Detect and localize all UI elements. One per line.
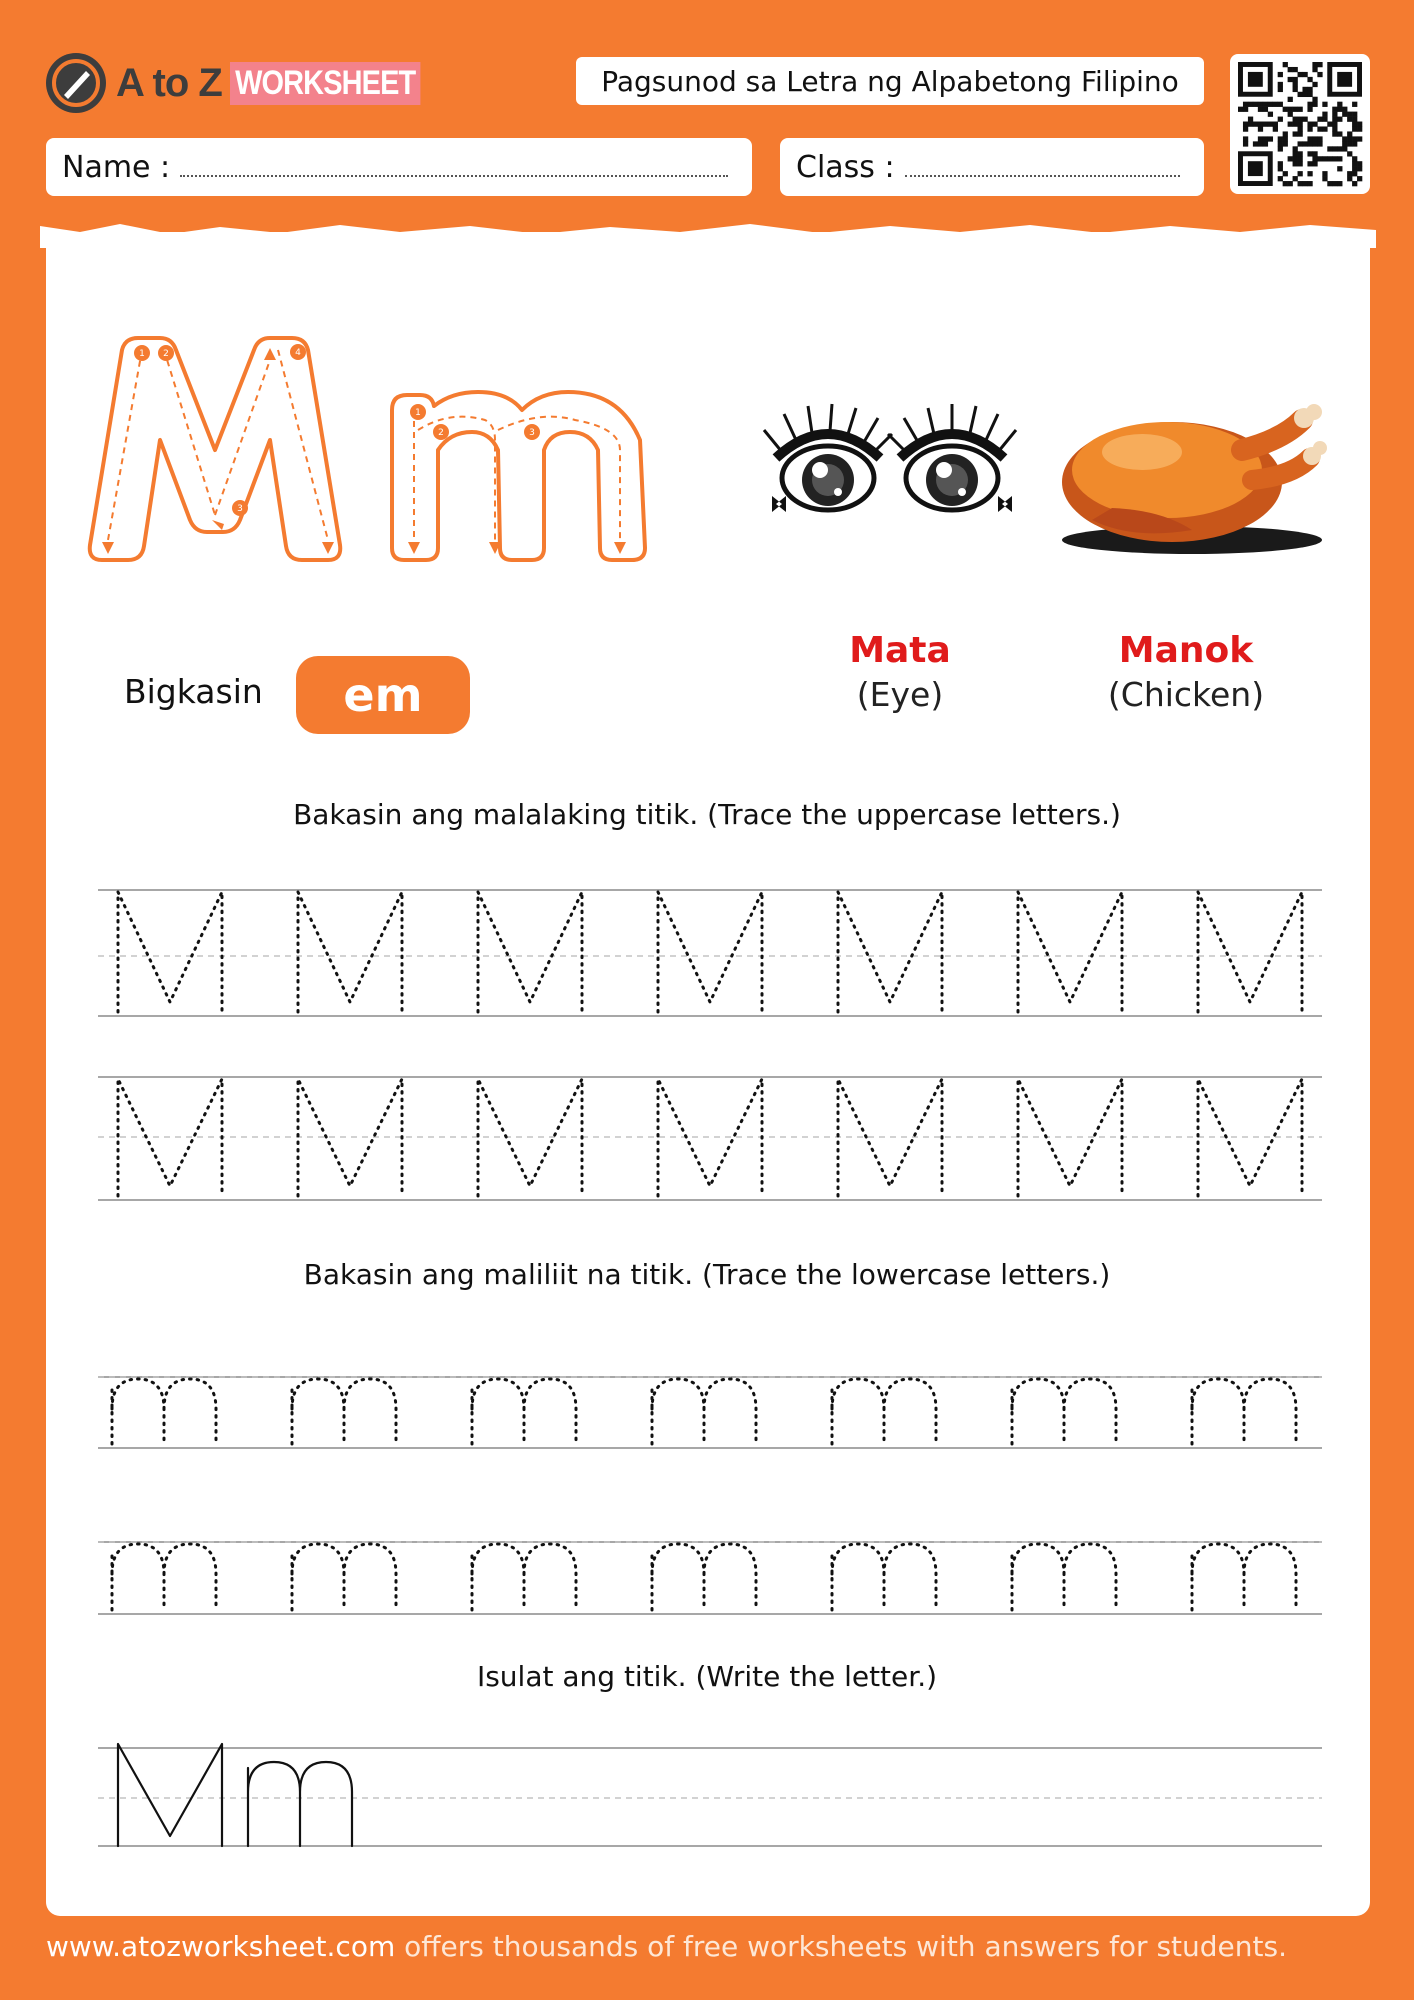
word-manok: Manok (1118, 630, 1254, 671)
footer-site[interactable]: www.atozworksheet.com (46, 1930, 396, 1963)
traceable-uppercase-m (1198, 892, 1302, 1012)
svg-text:2: 2 (438, 428, 444, 438)
traceable-lowercase-m (1192, 1544, 1296, 1610)
traceable-lowercase-m (292, 1544, 396, 1610)
traceable-lowercase-m (112, 1544, 216, 1610)
svg-text:1: 1 (415, 408, 421, 418)
word-mata-translation: (Eye) (856, 675, 944, 714)
svg-text:4: 4 (295, 348, 301, 358)
svg-text:3: 3 (237, 504, 243, 514)
uppercase-instruction: Bakasin ang malalaking titik. (Trace the uppercase letters.) (293, 798, 1121, 831)
footer-text (46, 1930, 1287, 1963)
write-instruction: Isulat ang titik. (Write the letter.) (476, 1660, 938, 1693)
svg-text:1: 1 (139, 349, 145, 359)
word-manok-translation: (Chicken) (1107, 675, 1265, 714)
example-uppercase-m (118, 1744, 222, 1846)
example-lowercase-m (248, 1762, 352, 1846)
traceable-uppercase-m (838, 892, 942, 1012)
footer-tagline: offers thousands of free worksheets with answers for students. (395, 1930, 1287, 1963)
traceable-lowercase-m (832, 1379, 936, 1444)
traceable-lowercase-m (112, 1379, 216, 1444)
traceable-lowercase-m (292, 1379, 396, 1444)
class-label: Class : (796, 149, 895, 185)
word-mata: Mata (849, 630, 951, 671)
traceable-uppercase-m (1018, 892, 1122, 1012)
name-label: Name : (62, 149, 171, 185)
traceable-lowercase-m (1192, 1379, 1296, 1444)
traceable-lowercase-m (652, 1379, 756, 1444)
svg-text:3: 3 (529, 428, 535, 438)
traceable-lowercase-m (832, 1544, 936, 1610)
traceable-lowercase-m (652, 1544, 756, 1610)
traceable-uppercase-m (658, 892, 762, 1012)
traceable-lowercase-m (472, 1379, 576, 1444)
lowercase-instruction: Bakasin ang maliliit na titik. (Trace the lowercase letters.) (303, 1258, 1111, 1291)
logo-badge: WORKSHEET (230, 62, 420, 105)
traceable-uppercase-m (118, 892, 222, 1012)
traceable-uppercase-m (478, 892, 582, 1012)
svg-text:2: 2 (163, 349, 169, 359)
pronounce-badge: em (296, 656, 470, 734)
traceable-uppercase-m (298, 892, 402, 1012)
traceable-lowercase-m (1012, 1379, 1116, 1444)
worksheet-title-text: Pagsunod sa Letra ng Alpabetong Filipino (601, 64, 1179, 98)
traceable-lowercase-m (472, 1544, 576, 1610)
logo-text: A to Z (116, 60, 222, 105)
traceable-lowercase-m (1012, 1544, 1116, 1610)
pronounce-label: Bigkasin (124, 672, 263, 711)
